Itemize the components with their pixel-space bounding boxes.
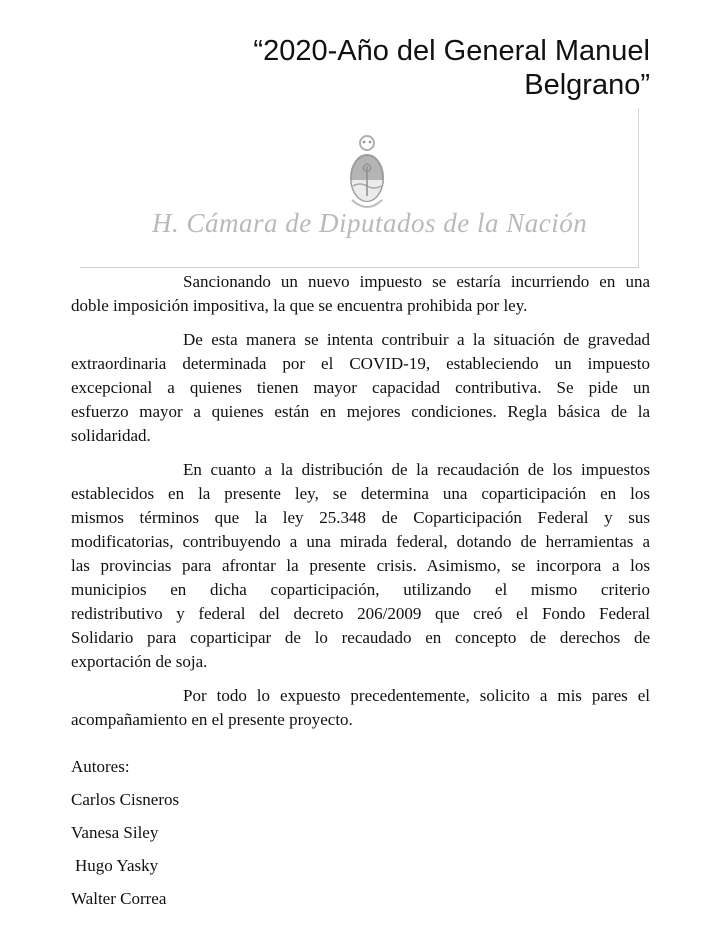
text-line: municipios en dicha coparticipación, utilizando el mismo criterio: [71, 580, 650, 599]
author-name: Vanesa Siley: [71, 823, 159, 842]
text-line: En cuanto a la distribución de la recaudación de los impuestos: [183, 460, 650, 479]
author-name: Hugo Yasky: [75, 856, 159, 875]
letterhead-frame-horizontal: [80, 267, 639, 268]
text-line: las provincias para afrontar la presente crisis. Asimismo, se incorpora a los: [71, 556, 650, 575]
letterhead-frame-vertical: [638, 108, 639, 267]
commemorative-motto: [190, 34, 650, 102]
paragraph-2: [71, 328, 650, 448]
authors-block: [71, 755, 179, 920]
paragraph-3: [71, 458, 650, 674]
text-line: establecidos en la presente ley, se determina una coparticipación en los: [71, 484, 650, 503]
argentina-coat-of-arms-icon: [346, 130, 388, 216]
motto-line-2: Belgrano”: [524, 69, 650, 101]
chamber-name-logo: H. Cámara de Diputados de la Nación: [152, 208, 588, 238]
text-line: De esta manera se intenta contribuir a la situación de gravedad: [183, 330, 650, 349]
motto-line-1: “2020-Año del General Manuel: [253, 35, 650, 67]
text-line: esfuerzo mayor a quienes están en mejores condiciones. Regla básica de la: [71, 402, 650, 421]
text-line: mismos términos que la ley 25.348 de Coparticipación Federal y sus: [71, 508, 650, 527]
document-body: [71, 270, 650, 742]
text-line: solidaridad.: [71, 426, 151, 445]
text-line: exportación de soja.: [71, 652, 208, 671]
text-line: modificatorias, contribuyendo a una mirada federal, dotando de herramientas a: [71, 532, 650, 551]
text-line: excepcional a quienes tienen mayor capacidad contributiva. Se pide un: [71, 378, 650, 397]
text-line: Solidario para coparticipar de lo recaudado en concepto de derechos de: [71, 628, 650, 647]
author-name: Carlos Cisneros: [71, 790, 180, 809]
text-line: Por todo lo expuesto precedentemente, solicito a mis pares el: [183, 686, 650, 705]
text-line: Sancionando un nuevo impuesto se estaría incurriendo en una: [183, 272, 650, 291]
author-name: Walter Correa: [71, 889, 167, 908]
paragraph-1: [71, 270, 650, 318]
text-line: acompañamiento en el presente proyecto.: [71, 710, 353, 729]
text-line: extraordinaria determinada por el COVID-19, estableciendo un impuesto: [71, 354, 650, 373]
text-line: redistributivo y federal del decreto 206/2009 que creó el Fondo Federal: [71, 604, 650, 623]
text-line: doble imposición impositiva, la que se encuentra prohibida por ley.: [71, 296, 528, 315]
authors-label: Autores:: [71, 757, 130, 776]
paragraph-4: [71, 684, 650, 732]
